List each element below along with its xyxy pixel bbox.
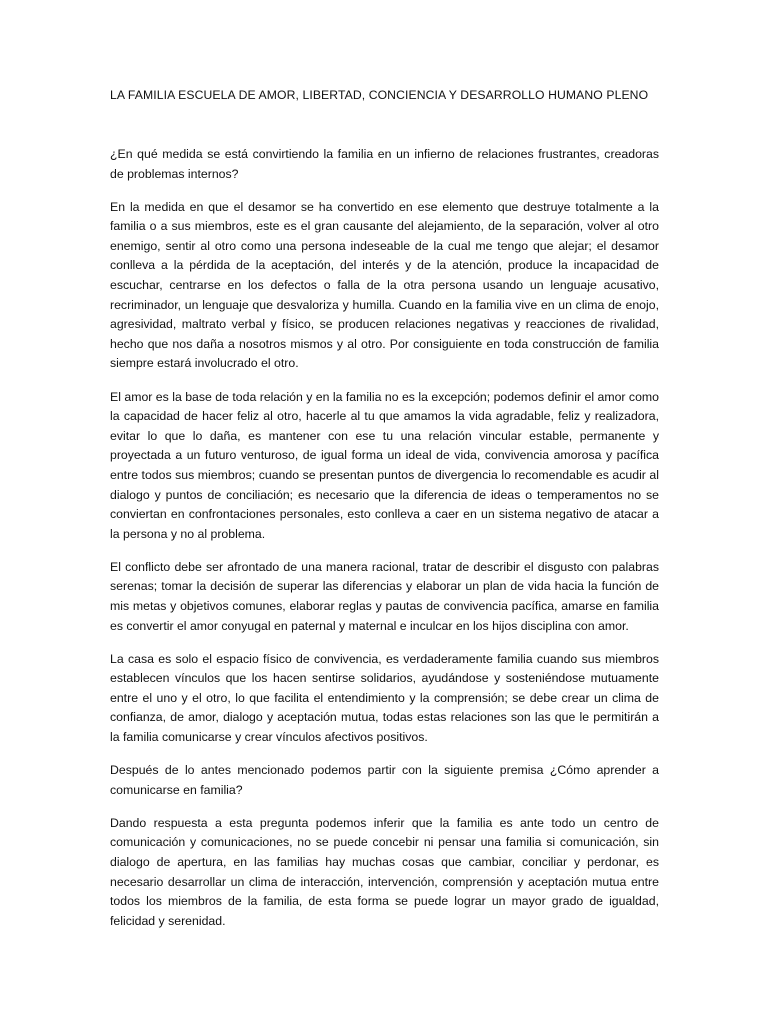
paragraph-respuesta: Dando respuesta a esta pregunta podemos inferir que la familia es ante todo un centro de comunicación y comunicaciones, no se puede concebir ni pensar una familia si comunicación, sin dialogo de apertura, en las familias hay muchas cosas que cambiar, conciliar y perdonar, es necesario desarrollar un clima de interacción, intervención, comprensión y aceptación mutua entre todos los miembros de la familia, de esta forma se puede lograr un mayor grado de igualdad, felicidad y serenidad. xyxy=(110,815,659,928)
document-body xyxy=(110,145,659,945)
paragraph-casa: La casa es solo el espacio físico de convivencia, es verdaderamente familia cuando sus miembros establecen vínculos que los hacen sentirse solidarios, ayudándose y sosteniéndose mutuamente entre el uno y el otro, lo que facilita el entendimiento y la comprensión; se debe crear un clima de confianza, de amor, dialogo y aceptación mutua, todas estas relaciones son las que le permitirán a la familia comunicarse y crear vínculos afectivos positivos. xyxy=(110,651,659,745)
paragraph-amor: El amor es la base de toda relación y en la familia no es la excepción; podemos definir el amor como la capacidad de hacer feliz al otro, hacerle al tu que amamos la vida agradable, feliz y realizadora, evitar lo que lo daña, es mantener con ese tu una relación vincular estable, permanente y proyectada a un futuro venturoso, de igual forma un ideal de vida, convivencia amorosa y pacífica entre todos sus miembros; cuando se presentan puntos de divergencia lo recomendable es acudir al dialogo y puntos de conciliación; es necesario que la diferencia de ideas o temperamentos no se conviertan en confrontaciones personales, esto conlleva a caer en un sistema negativo de atacar a la persona y no al problema. xyxy=(110,389,659,541)
document-title: LA FAMILIA ESCUELA DE AMOR, LIBERTAD, CONCIENCIA Y DESARROLLO HUMANO PLENO xyxy=(110,88,649,102)
paragraph-desamor: En la medida en que el desamor se ha convertido en ese elemento que destruye totalmente a la familia o a sus miembros, este es el gran causante del alejamiento, de la separación, volver al otro enemigo, sentir al otro como una persona indeseable de la cual me tengo que alejar; el desamor conlleva a la pérdida de la aceptación, del interés y de la atención, produce la incapacidad de escuchar, centrarse en los defectos o falla de la otra persona usando un lenguaje acusativo, recriminador, un lenguaje que desvaloriza y humilla. Cuando en la familia vive en un clima de enojo, agresividad, maltrato verbal y físico, se producen relaciones negativas y reacciones de rivalidad, hecho que nos daña a nosotros mismos y al otro. Por consiguiente en toda construcción de familia siempre estará involucrado el otro. xyxy=(110,199,659,371)
paragraph-premisa: Después de lo antes mencionado podemos partir con la siguiente premisa ¿Cómo aprender a comunicarse en familia? xyxy=(110,763,659,797)
paragraph-conflicto: El conflicto debe ser afrontado de una manera racional, tratar de describir el disgusto con palabras serenas; tomar la decisión de superar las diferencias y elaborar un plan de vida hacia la función de mis metas y objetivos comunes, elaborar reglas y pautas de convivencia pacífica, amarse en familia es convertir el amor conyugal en paternal y maternal e inculcar en los hijos disciplina con amor. xyxy=(110,559,659,633)
paragraph-question: ¿En qué medida se está convirtiendo la familia en un infierno de relaciones frustrantes, creadoras de problemas internos? xyxy=(110,147,659,181)
